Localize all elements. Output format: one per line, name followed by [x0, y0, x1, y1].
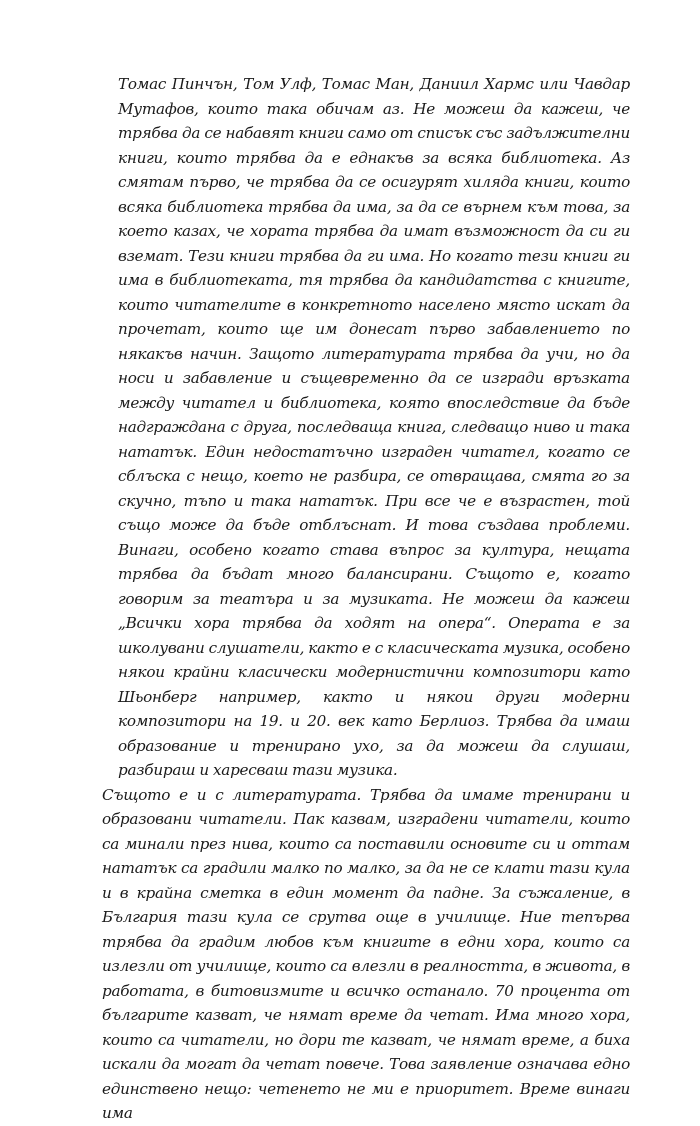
- paragraph-1: Томас Пинчън, Том Улф, Томас Ман, Даниил Хармс или Чавдар Мутафов, които така обичам аз. Не можеш да кажеш, че трябва да се набавят книги само от списък със задължителни книги, които трябва да е еднакъв за всяка библиотека. Аз смятам първо, че трябва да се осигурят хиляда книги, които всяка библиотека трябва да има, за да се върнем към това, за което казах, че хората трябва да имат възможност да си ги вземат. Тези книги трябва да ги има. Но когато тези книги ги има в библиотеката, тя трябва да кандидатства с книгите, които читателите в конкретното населено място искат да прочетат, които ще им донесат първо забавлението по някакъв начин. Защото литературата трябва да учи, но да носи и забавление и същевременно да се изгради връзката между читател и библиотека, която впоследствие да бъде надграждана с друга, последваща книга, следващо ниво и така нататък. Един недостатъчно изграден читател, когато се сблъска с нещо, което не разбира, се отвращава, смята го за скучно, тъпо и така нататък. При все че е възрастен, той също може да бъде отблъснат. И това създава проблеми. Винаги, особено когато става въпрос за култура, нещата трябва да бъдат много балансирани. Същото е, когато говорим за театъра и за музиката. Не можеш да кажеш „Всички хора трябва да ходят на опера“. Операта е за школувани слушатели, както е с класическата музика, особено някои крайни класически модернистични композитори като Шьонберг например, както и някои други модерни композитори на 19. и 20. век като Берлиоз. Трябва да имаш образование и тренирано ухо, за да можеш да слушаш, разбираш и харесваш тази музика.: [118, 75, 630, 779]
- paragraph-2: Същото е и с литературата. Трябва да имаме тренирани и образовани читатели. Пак казвам, изградени читатели, които са минали през нива, които са поставили основите си и оттам нататък са градили малко по малко, за да не се клати тази кула и в крайна сметка в един момент да падне. За съжаление, в България тази кула се срутва още в училище. Ние тепърва трябва да градим любов към книгите в едни хора, които са излезли от училище, които са влезли в реалността, в живота, в работата, в битовизмите и всичко останало. 70 процента от българите казват, че нямат време да четат. Има много хора, които са читатели, но дори те казват, че нямат време, а биха искали да могат да четат повече. Това заявление означава едно единствено нещо: четенето не ми е приоритет. Време винаги има: [102, 785, 630, 1122]
- body-text: [102, 72, 630, 1126]
